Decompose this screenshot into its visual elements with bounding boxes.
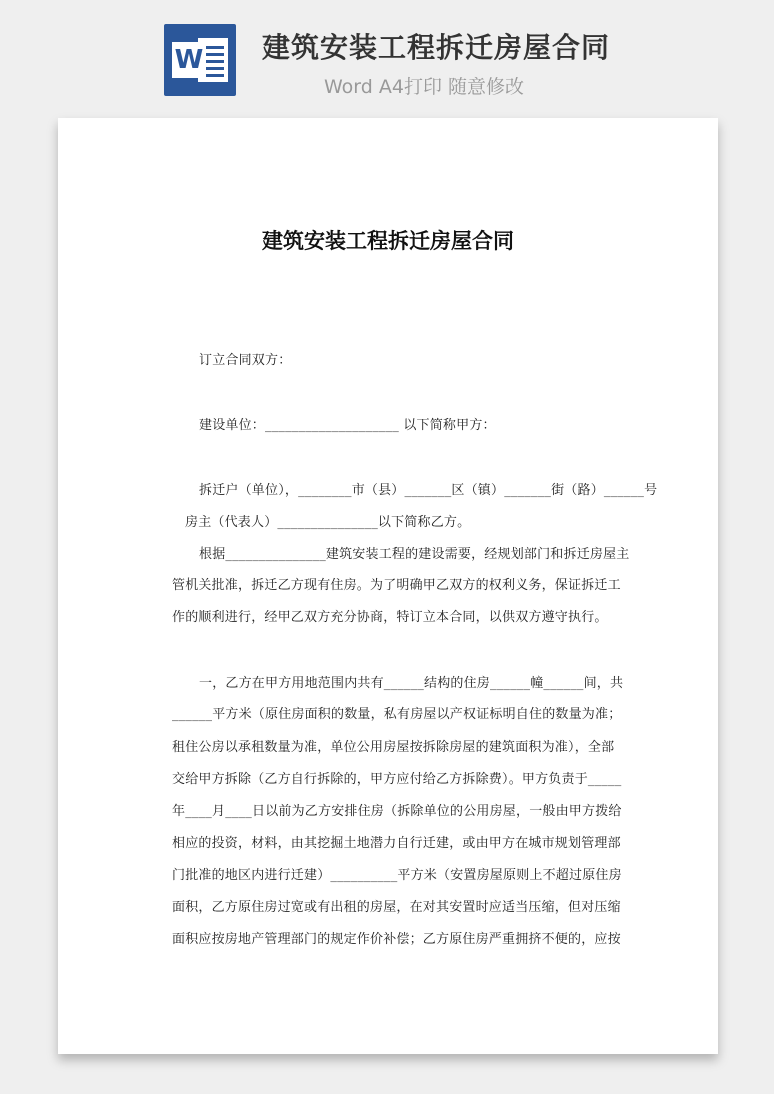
document-title: 建筑安装工程拆迁房屋合同 bbox=[262, 229, 514, 253]
document-line: 房主（代表人）_______________以下简称乙方。 bbox=[185, 515, 471, 530]
word-logo-letter: W bbox=[172, 42, 206, 78]
document-line: 拆迁户（单位），________市（县）_______区（镇）_______街（路）______号 bbox=[199, 483, 658, 498]
word-icon bbox=[164, 24, 236, 96]
document-line: 交给甲方拆除（乙方自行拆除的，甲方应付给乙方拆除费）。甲方负责于_____ bbox=[172, 772, 622, 787]
document-line: ______平方米（原住房面积的数量，私有房屋以产权证标明自住的数量为准； bbox=[172, 707, 622, 722]
header-title: 建筑安装工程拆迁房屋合同 bbox=[262, 31, 611, 64]
preview-header bbox=[0, 0, 774, 110]
document-line: 管机关批准，拆迁乙方现有住房。为了明确甲乙双方的权利义务，保证拆迁工 bbox=[172, 578, 621, 593]
document-line: 一，乙方在甲方用地范围内共有______结构的住房______幢______间，共 bbox=[199, 676, 624, 691]
document-line: 作的顺利进行，经甲乙双方充分协商，特订立本合同，以供双方遵守执行。 bbox=[172, 610, 608, 625]
document-line: 建设单位：____________________ 以下简称甲方： bbox=[199, 418, 496, 433]
document-line: 年____月____日以前为乙方安排住房（拆除单位的公用房屋，一般由甲方拨给 bbox=[172, 804, 622, 819]
document-line: 面积应按房地产管理部门的规定作价补偿；乙方原住房严重拥挤不便的，应按 bbox=[172, 932, 621, 947]
document-page bbox=[58, 118, 718, 1054]
document-line: 根据_______________建筑安装工程的建设需要，经规划部门和拆迁房屋主 bbox=[199, 547, 630, 562]
document-line: 相应的投资，材料，由其挖掘土地潜力自行迁建，或由甲方在城市规划管理部 bbox=[172, 836, 621, 851]
document-line: 租住公房以承租数量为准，单位公用房屋按拆除房屋的建筑面积为准），全部 bbox=[172, 740, 615, 755]
document-line: 面积，乙方原住房过宽或有出租的房屋，在对其安置时应适当压缩，但对压缩 bbox=[172, 900, 621, 915]
document-line: 订立合同双方： bbox=[199, 353, 292, 368]
document-line: 门批准的地区内进行迁建）__________平方米（安置房屋原则上不超过原住房 bbox=[172, 868, 622, 883]
header-subtitle: Word A4打印 随意修改 bbox=[324, 76, 525, 98]
